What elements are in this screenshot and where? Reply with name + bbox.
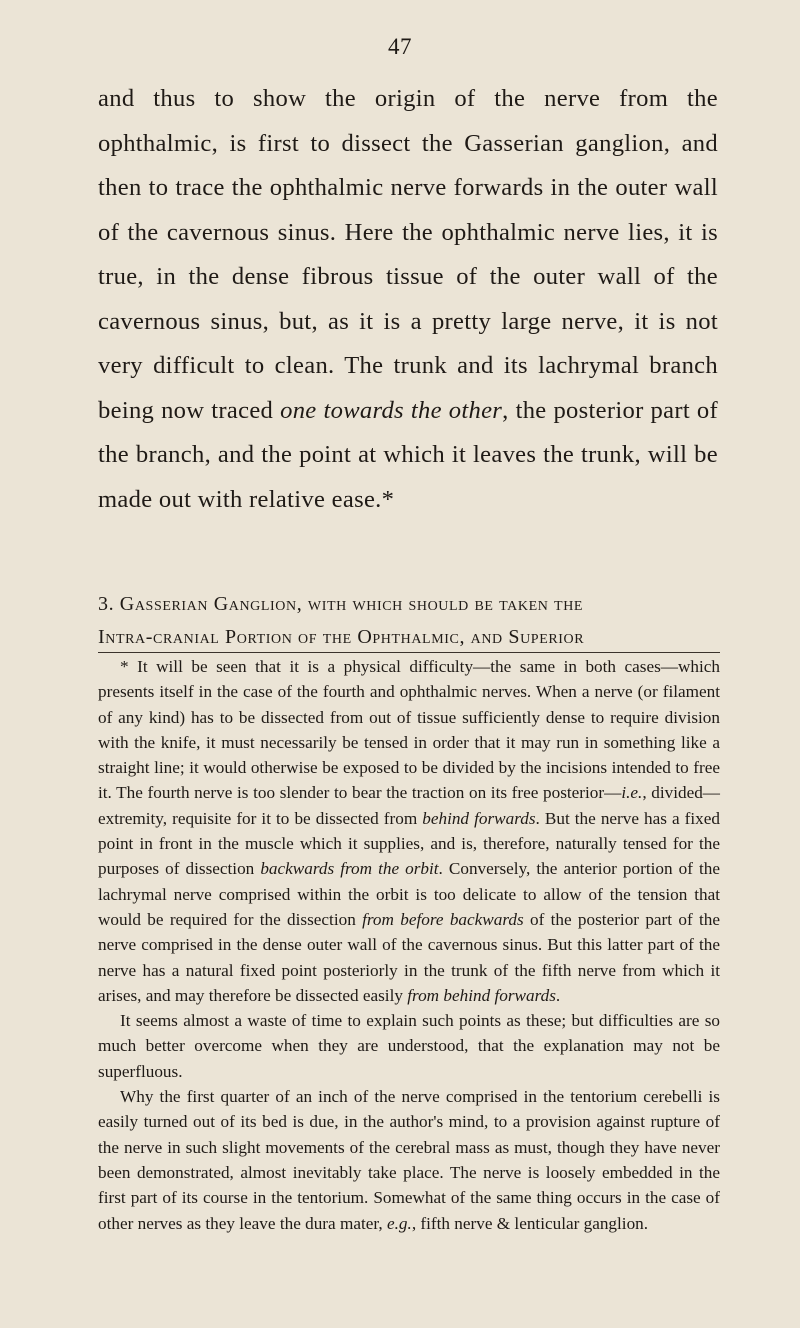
footnote-text-run: . But the nerve has a fixed point in front in the muscle which it supplies, and is, therefore, naturally tensed for the purposes of dissection	[98, 808, 720, 879]
body-paragraph	[98, 77, 718, 522]
footnote-paragraph-2: It seems almost a waste of time to explain such points as these; but difficulties are so much better overcome when they are understood, that the explanation may not be superfluous.	[98, 1011, 720, 1081]
footnote-italic: behind forwards	[422, 808, 536, 828]
footnote-text-run: , fifth nerve & lenticular ganglion.	[411, 1213, 649, 1233]
body-text-run: and thus to show the origin of the nerve from the ophthalmic, is first to dissect the Gasserian ganglion, and then to trace the ophthalmic nerve forwards in the outer wall of the cavernous sinus. Here the ophthalmic nerve lies, it is true, in the dense fibrous tissue of the outer wall of the cavernous sinus, but, as it is a pretty large nerve, it is not very difficult to clean. The trunk and its lachrymal branch being now traced	[98, 85, 718, 424]
body-italic-phrase: one towards the other	[280, 396, 503, 424]
section-heading-line-2: Intra-cranial Portion of the Ophthalmic, and Superior	[98, 626, 585, 648]
body-text-run: , the posterior part of the branch, and the point at which it leaves the trunk, will be made out with relative ease.*	[98, 396, 718, 513]
section-heading	[98, 588, 718, 654]
footnote-italic: backwards from the orbit	[260, 859, 439, 879]
body-text	[98, 77, 718, 522]
footnote-paragraph-1	[98, 654, 720, 1008]
footnote-text-run: * It will be seen that it is a physical difficulty—the same in both cases—which presents itself in the case of the fourth and ophthalmic nerves. When a nerve (or filament of any kind) has to be dissected from out of tissue sufficiently dense to require division with the knife, it must necessarily be tensed in order that it may run in something like a straight line; it would otherwise be exposed to be divided by the incisions intended to free it. The fourth nerve is too slender to bear the traction on its free posterior—	[98, 657, 720, 803]
footnote-block	[98, 654, 720, 1236]
footnote-text-run: . Conversely, the anterior portion of the lachrymal nerve comprised within the orbit is too delicate to allow of the tension that would be required for the dissection	[98, 859, 720, 929]
page-number: 47	[388, 34, 412, 59]
footnote-text-run: Why the first quarter of an inch of the nerve comprised in the tentorium cerebelli is easily turned out of its bed is due, in the author's mind, to a provision against rupture of the nerve in such slight movements of the cerebral mass as must, though they have never been demonstrated, almost inevitably take place. The nerve is loosely embedded in the first part of its course in the tentorium. Somewhat of the same thing occurs in the case of other nerves as they leave the dura mater,	[98, 1087, 720, 1233]
footnote-text-run: .	[555, 985, 561, 1005]
footnote-italic: from before backwards	[362, 909, 524, 929]
footnote-text-run: , divided—extremity, requisite for it to be dissected from	[98, 783, 720, 828]
footnote-italic: e.g.	[386, 1213, 412, 1233]
footnote-divider	[98, 652, 720, 653]
section-heading-line-1: 3. Gasserian Ganglion, with which should be taken the	[98, 593, 584, 615]
footnote-paragraph-3	[98, 1084, 720, 1236]
footnote-text-run: of the posterior part of the nerve comprised in the dense outer wall of the cavernous sinus. But this latter part of the nerve has a natural fixed point posteriorly in the trunk of the fifth nerve from which it arises, and may therefore be dissected easily	[98, 909, 720, 1005]
footnote-italic: from behind forwards	[407, 985, 556, 1005]
footnote-italic: i.e.	[621, 783, 643, 803]
